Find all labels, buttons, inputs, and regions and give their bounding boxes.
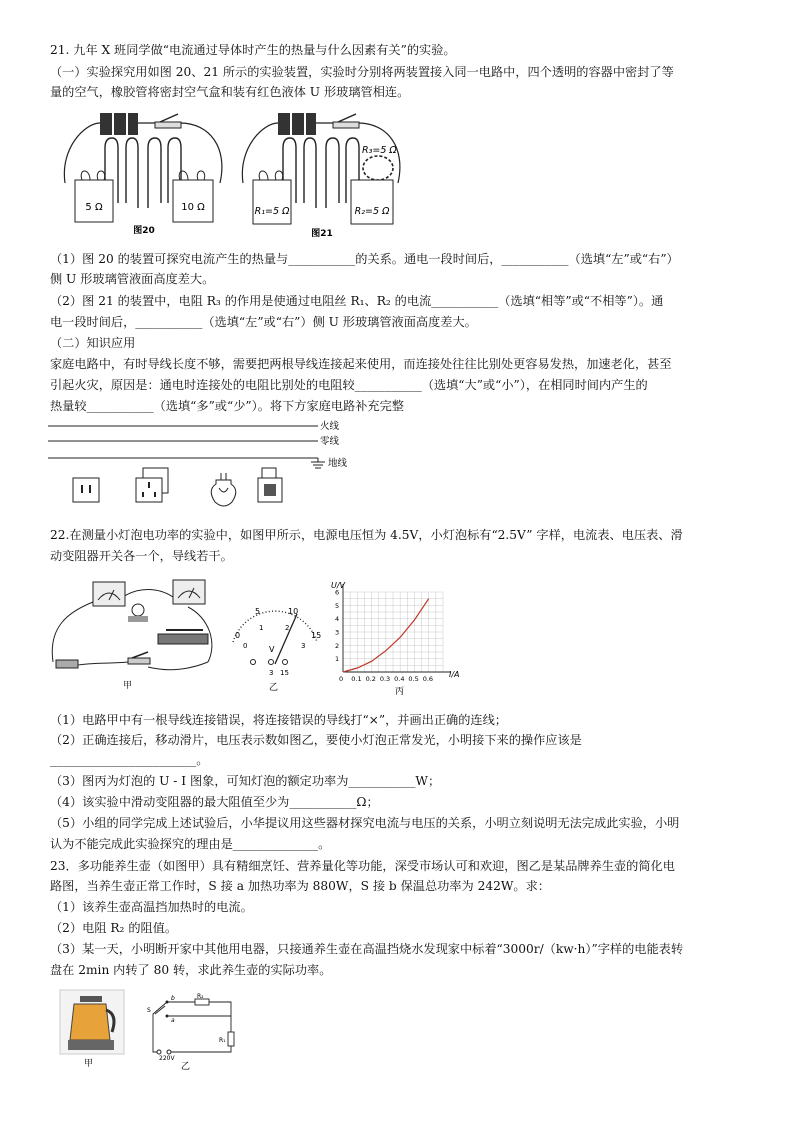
y-axis-label: U/V — [331, 581, 346, 590]
dial-tick-inner: 1 — [259, 624, 264, 632]
x-tick-label: 0.2 — [365, 675, 376, 683]
q21-line-3: 量的空气，橡胶管将密封空气盒和装有红色液体 U 形玻璃管相连。 — [50, 85, 410, 99]
figure-21 — [238, 108, 408, 240]
q22-line-1: 22.在测量小灯泡电功率的实验中，如图甲所示，电源电压恒为 4.5V，小灯泡标有“2.5V” 字样，电流表、电压表、滑 — [50, 528, 683, 542]
q22-part-2a: （2）正确连接后，移动滑片，电压表示数如图乙，要使小灯泡正常发光，小明接下来的操作应该是 — [50, 733, 582, 747]
q23-part-2: （2）电阻 R₂ 的阻值。 — [50, 921, 178, 935]
dial-tick-outer: 5 — [255, 607, 261, 616]
q23-line-2: 路图，当养生壶正常工作时，S 接 a 加热功率为 880W，S 接 b 保温总功率为 242W。求： — [50, 879, 550, 893]
figure-jia-circuit — [48, 572, 228, 692]
u-tube-icon — [105, 138, 181, 208]
dial-tick-outer: 10 — [288, 607, 299, 616]
q22-part-5a: （5）小组的同学完成上述试验后，小华提议用这些器材探究电流与电压的关系，小明立刻说明无法完成此实验，小明 — [50, 816, 680, 830]
q22-part-1: （1）电路甲中有一根导线连接错误，将连接错误的导线打“×”，并画出正确的连线； — [50, 713, 507, 727]
q21-part-1a: （1）图 20 的装置可探究电流产生的热量与___________的关系。通电一段时间后，___________（选填“左”或“右”） — [50, 252, 679, 266]
r2-label: R₂=5 Ω — [354, 206, 390, 217]
q21-line-2: （一）实验探究用如图 20、21 所示的实验装置，实验时分别将两装置接入同一电路中，四个透明的容器中密封了等 — [50, 65, 674, 79]
switch-s-label: S — [147, 1007, 151, 1014]
figure-bing-ui-chart — [325, 580, 465, 698]
battery-icon — [100, 113, 138, 135]
q21-line-1: 21. 九年 X 班同学做“电流通过导体时产生的热量与什么因素有关”的实验。 — [50, 43, 456, 57]
rheostat-icon — [158, 630, 208, 644]
q21-part-2b: 电一段时间后，___________（选填“左”或“右”）侧 U 形玻璃管液面高度差大。 — [50, 315, 477, 329]
household-circuit — [48, 418, 358, 518]
r2-label: R₂ — [197, 993, 204, 1000]
x-tick-label: 0.3 — [379, 675, 391, 683]
voltage-label: 220V — [159, 1055, 175, 1062]
switch-icon — [333, 114, 359, 128]
q23-line-1: 23．多功能养生壶（如图甲）具有精细烹饪、营养量化等功能，深受市场认可和欢迎，图乙是某品牌养生壶的简化电 — [50, 859, 675, 873]
live-wire-label: 火线 — [320, 421, 340, 432]
q22-part-5b: 认为不能完成此实验探究的理由是______________。 — [50, 837, 331, 851]
switch-icon — [258, 468, 282, 502]
figure-jia-caption: 甲 — [123, 681, 133, 691]
dial-needle — [275, 614, 297, 664]
figure-yi-caption: 乙 — [269, 683, 279, 693]
two-pin-socket-icon — [73, 478, 99, 502]
chart-ticks — [335, 589, 433, 684]
figure-20-caption: 图20 — [133, 226, 155, 236]
q23-part-1: （1）该养生壶高温挡加热时的电流。 — [50, 900, 253, 914]
dial-tick-outer: 15 — [311, 631, 322, 640]
figure-20 — [60, 108, 230, 238]
q22-line-2: 动变阻器开关各一个，导线若干。 — [50, 549, 233, 563]
switch-icon — [128, 652, 150, 664]
q23-part-3b: 盘在 2min 内转了 80 转，求此养生壶的实际功率。 — [50, 963, 332, 977]
ammeter-icon — [93, 582, 125, 606]
x-tick-label: 0.1 — [351, 675, 362, 683]
y-tick-label: 4 — [335, 615, 340, 624]
y-tick-label: 3 — [335, 628, 340, 637]
contact-a-label: a — [171, 1017, 175, 1024]
coil-icon — [363, 156, 393, 180]
battery-icon — [278, 113, 316, 135]
q21-part-2a: （2）图 21 的装置中，电阻 R₃ 的作用是使通过电阻丝 R₁、R₂ 的电流___________（选填“相等”或“不相等”）。通 — [50, 294, 664, 308]
q21-section-2: （二）知识应用 — [50, 336, 136, 350]
contact-b-label: b — [171, 995, 175, 1002]
x-tick-label: 0 — [339, 675, 344, 683]
figure-kettle — [58, 988, 128, 1068]
y-tick-label: 2 — [335, 641, 340, 650]
x-tick-label: 0.5 — [408, 675, 419, 683]
switch-icon — [155, 114, 181, 128]
dial-unit: V — [269, 645, 275, 654]
q22-part-4: （4）该实验中滑动变阻器的最大阻值至少为___________Ω； — [50, 795, 379, 809]
dial-tick-inner: 0 — [243, 642, 248, 650]
r1-label: R₁ — [219, 1037, 226, 1044]
dial-tick-inner: 3 — [301, 642, 306, 650]
neutral-wire-label: 零线 — [320, 436, 340, 447]
chart-grid — [343, 592, 443, 672]
q21-part-3c: 热量较___________（选填“多”或“少”）。将下方家庭电路补充完整 — [50, 399, 404, 413]
resistor-5-label: 5 Ω — [85, 202, 103, 213]
terminal-3-label: 3 — [269, 669, 274, 677]
bulb-icon — [128, 604, 148, 622]
x-axis-label: I/A — [449, 670, 460, 679]
q22-part-3: （3）图丙为灯泡的 U - I 图象，可知灯泡的额定功率为___________W； — [50, 774, 441, 788]
circuit-caption: 乙 — [181, 1062, 191, 1070]
q23-part-3a: （3）某一天，小明断开家中其他用电器，只接通养生壶在高温挡烧水发现家中标着“3000r/（kw·h）”字样的电能表转 — [50, 942, 684, 956]
figure-21-caption: 图21 — [311, 229, 333, 239]
three-pin-socket-icon — [136, 468, 168, 502]
resistor-10-label: 10 Ω — [181, 202, 205, 213]
dial-tick-outer: 0 — [235, 631, 241, 640]
figure-bing-caption: 丙 — [395, 687, 405, 697]
q22-part-2b: ________________________。 — [50, 753, 209, 767]
dial-tick-inner: 2 — [285, 624, 290, 632]
voltmeter-icon — [173, 580, 205, 604]
u-tube-icon — [283, 138, 359, 208]
figure-kettle-circuit — [145, 992, 245, 1070]
terminal-15-label: 15 — [280, 669, 289, 677]
battery-icon — [56, 660, 78, 668]
y-tick-label: 6 — [335, 588, 340, 597]
light-bulb-icon — [211, 473, 236, 506]
y-tick-label: 5 — [335, 601, 340, 610]
kettle-caption: 甲 — [84, 1059, 94, 1068]
x-tick-label: 0.6 — [422, 675, 434, 683]
r3-label: R₃=5 Ω — [362, 145, 397, 156]
x-tick-label: 0.4 — [394, 675, 405, 683]
figure-yi-voltmeter — [225, 592, 325, 694]
q21-part-1b: 侧 U 形玻璃管液面高度差大。 — [50, 272, 215, 286]
q21-part-3a: 家庭电路中，有时导线长度不够，需要把两根导线连接起来使用，而连接处往往比别处更容易发热，加速老化，甚至 — [50, 357, 672, 371]
ground-wire-label: 地线 — [328, 458, 348, 469]
y-tick-label: 1 — [335, 655, 340, 664]
q21-part-3b: 引起火灾，原因是：通电时连接处的电阻比别处的电阻较___________（选填“大”或“小”），在相同时间内产生的 — [50, 378, 648, 392]
r1-label: R₁=5 Ω — [254, 206, 290, 217]
